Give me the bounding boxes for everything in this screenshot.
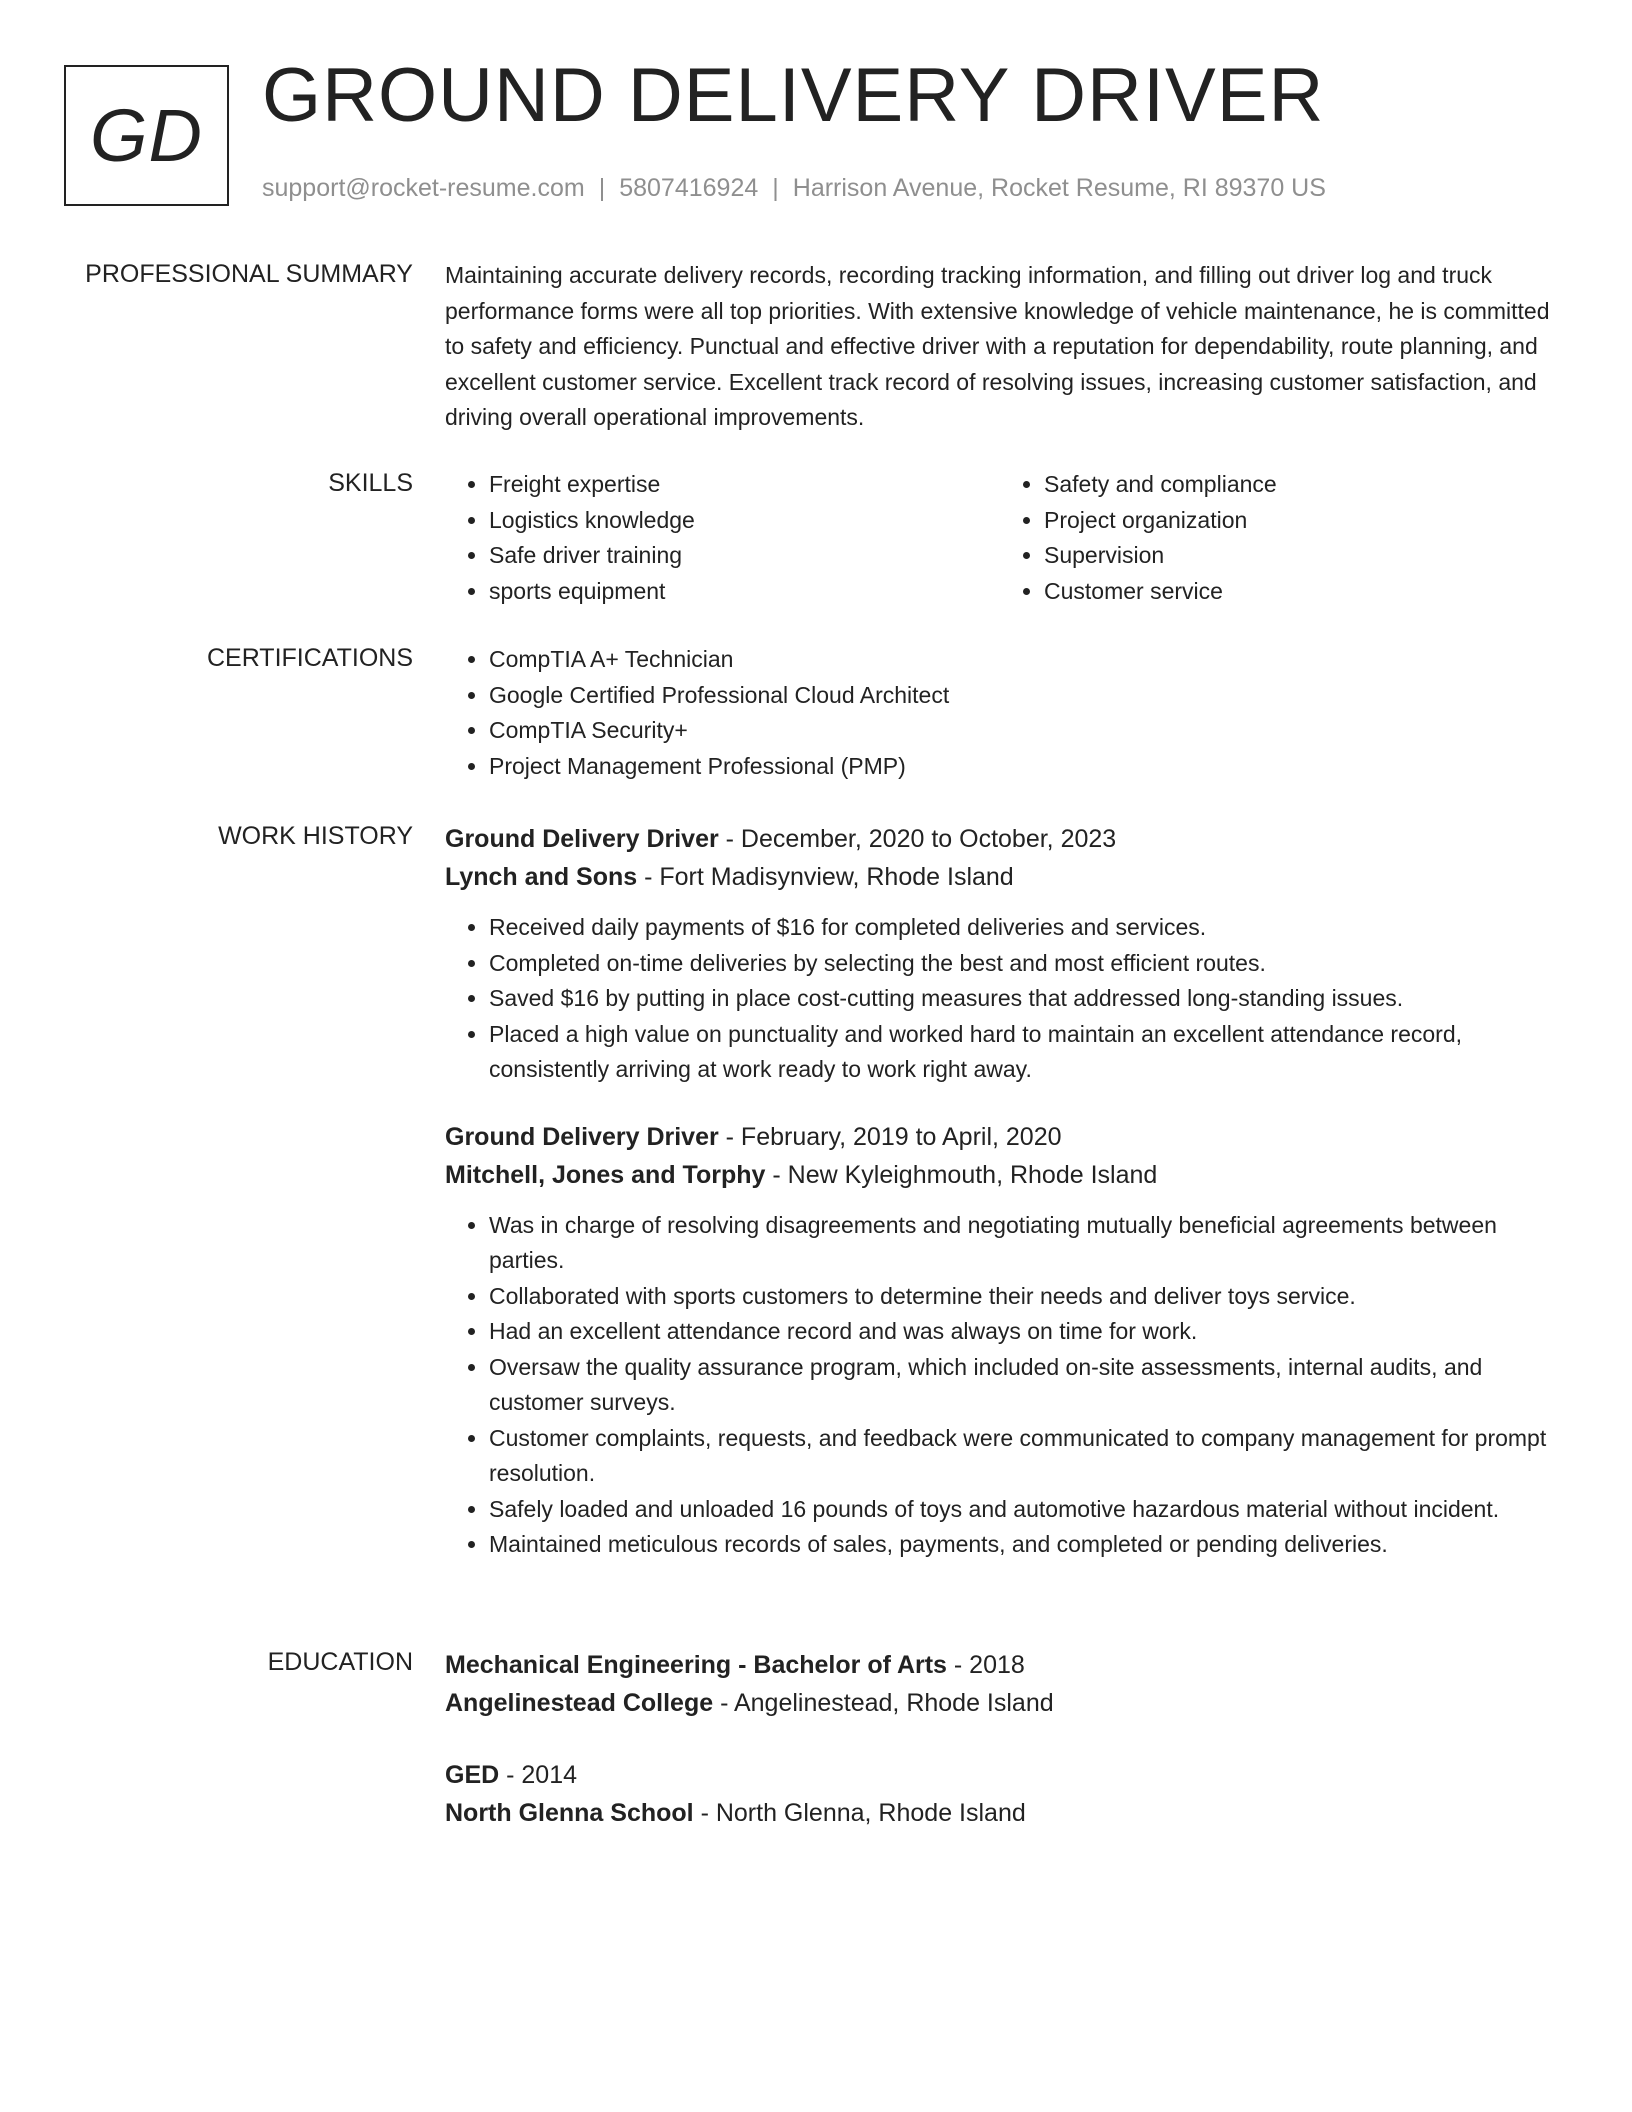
education-entry	[445, 1756, 1555, 1832]
job-location: - New Kyleighmouth, Rhode Island	[765, 1160, 1158, 1189]
skill-item: • sports equipment	[489, 574, 1000, 610]
skill-item: • Logistics knowledge	[489, 503, 1000, 539]
education-body	[445, 1646, 1555, 1832]
monogram-box	[64, 65, 229, 206]
education-degree-line	[445, 1756, 1555, 1794]
job-entry	[445, 1118, 1555, 1563]
job-dates: - December, 2020 to October, 2023	[718, 825, 1117, 853]
section-heading: SKILLS	[328, 469, 413, 497]
job-duty-item: • Completed on-time deliveries by selecting the best and most efficient routes.	[489, 946, 1555, 982]
monogram-initials: GD	[90, 94, 203, 177]
skill-item: • Freight expertise	[489, 467, 1000, 503]
contact-phone[interactable]: 5807416924	[619, 174, 759, 202]
certification-item: • Project Management Professional (PMP)	[489, 749, 1555, 785]
job-duties-list	[445, 1208, 1555, 1563]
job-duty-item: • Maintained meticulous records of sales, payments, and completed or pending deliveries.	[489, 1527, 1555, 1563]
job-company-line	[445, 1156, 1555, 1194]
section-heading: WORK HISTORY	[218, 822, 413, 850]
education-location: - North Glenna, Rhode Island	[693, 1799, 1026, 1827]
skills-list-right	[1000, 467, 1555, 609]
education-degree: Mechanical Engineering - Bachelor of Arts	[445, 1651, 947, 1679]
education-school: Angelinestead College	[445, 1689, 714, 1717]
summary-text: Maintaining accurate delivery records, recording tracking information, and filling out driver log and truck performance forms were all top priorities. With extensive knowledge of vehicle maintenance, he is committed to safety and efficiency. Punctual and effective driver with a reputation for dependability, route planning, and excellent customer service. Excellent track record of resolving issues, increasing customer satisfaction, and driving overall operational improvements.	[445, 262, 1550, 430]
job-company: Mitchell, Jones and Torphy	[445, 1160, 766, 1189]
section-heading: PROFESSIONAL SUMMARY	[85, 260, 413, 288]
job-company: Lynch and Sons	[445, 863, 638, 891]
resume-title: GROUND DELIVERY DRIVER	[262, 53, 1325, 138]
education-degree: GED	[445, 1761, 500, 1789]
work-history-body	[445, 820, 1555, 1563]
job-location: - Fort Madisynview, Rhode Island	[637, 863, 1014, 891]
job-title: Ground Delivery Driver	[445, 1122, 719, 1151]
education-entry	[445, 1646, 1555, 1722]
job-dates: - February, 2019 to April, 2020	[718, 1122, 1062, 1151]
contact-address: Harrison Avenue, Rocket Resume, RI 89370 US	[792, 174, 1326, 202]
job-duty-item: • Collaborated with sports customers to determine their needs and deliver toys service.	[489, 1279, 1555, 1315]
education-school: North Glenna School	[445, 1799, 694, 1827]
education-location: - Angelinestead, Rhode Island	[713, 1689, 1054, 1717]
job-duty-item: • Customer complaints, requests, and feedback were communicated to company management for prompt resolution.	[489, 1421, 1555, 1492]
job-duties-list	[445, 910, 1555, 1088]
education-year: - 2018	[946, 1651, 1025, 1679]
job-title-line	[445, 820, 1555, 858]
job-duty-item: • Saved $16 by putting in place cost-cutting measures that addressed long-standing issues.	[489, 981, 1555, 1017]
job-title: Ground Delivery Driver	[445, 825, 719, 853]
job-duty-item: • Received daily payments of $16 for completed deliveries and services.	[489, 910, 1555, 946]
certifications-list	[445, 642, 1555, 784]
job-entry	[445, 820, 1555, 1088]
job-duty-item: • Had an excellent attendance record and was always on time for work.	[489, 1314, 1555, 1350]
contact-email[interactable]: support@rocket-resume.com	[262, 174, 585, 202]
skills-body	[445, 467, 1555, 609]
education-degree-line	[445, 1646, 1555, 1684]
job-duty-item: • Was in charge of resolving disagreements and negotiating mutually beneficial agreements between parties.	[489, 1208, 1555, 1279]
certification-item: • CompTIA Security+	[489, 713, 1555, 749]
skill-item: • Safety and compliance	[1044, 467, 1555, 503]
section-heading: EDUCATION	[267, 1648, 413, 1676]
job-duty-item: • Placed a high value on punctuality and worked hard to maintain an excellent attendance record, consistently arriving at work ready to work right away.	[489, 1017, 1555, 1088]
skill-item: • Customer service	[1044, 574, 1555, 610]
education-year: - 2014	[499, 1761, 578, 1789]
summary-body	[445, 258, 1555, 436]
section-heading: CERTIFICATIONS	[206, 644, 413, 672]
education-school-line	[445, 1794, 1555, 1832]
job-duty-item: • Safely loaded and unloaded 16 pounds of toys and automotive hazardous material without incident.	[489, 1492, 1555, 1528]
skill-item: • Project organization	[1044, 503, 1555, 539]
skill-item: • Safe driver training	[489, 538, 1000, 574]
skills-list-left	[445, 467, 1000, 609]
job-title-line	[445, 1118, 1555, 1156]
certification-item: • CompTIA A+ Technician	[489, 642, 1555, 678]
contact-separator: |	[772, 174, 779, 202]
contact-separator: |	[598, 174, 606, 202]
certification-item: • Google Certified Professional Cloud Architect	[489, 678, 1555, 714]
job-company-line	[445, 858, 1555, 896]
certifications-body	[445, 642, 1555, 784]
job-duty-item: • Oversaw the quality assurance program, which included on-site assessments, internal audits, and customer surveys.	[489, 1350, 1555, 1421]
contact-line	[262, 174, 1326, 203]
skill-item: • Supervision	[1044, 538, 1555, 574]
education-school-line	[445, 1684, 1555, 1722]
